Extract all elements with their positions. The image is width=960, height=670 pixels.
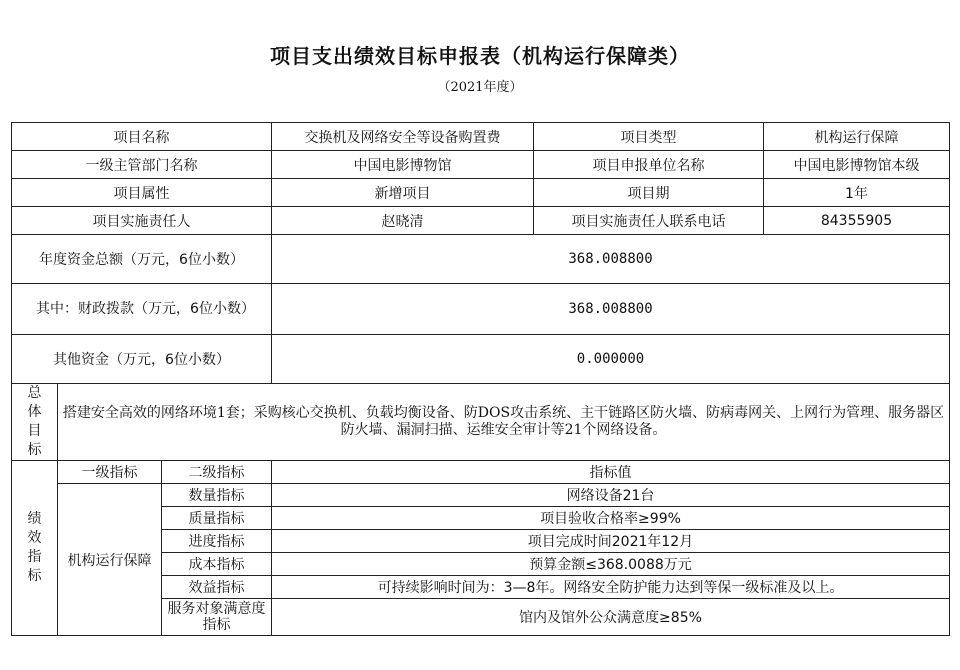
indicator-name: 质量指标 <box>162 507 272 530</box>
header-level2: 二级指标 <box>162 461 272 484</box>
total-funds-label: 年度资金总额（万元，6位小数） <box>12 235 272 284</box>
table-row <box>12 384 950 461</box>
other-funds-value: 0.000000 <box>272 335 950 384</box>
dept-label: 一级主管部门名称 <box>12 151 272 179</box>
period-label: 项目期 <box>534 179 764 207</box>
person-label: 项目实施责任人 <box>12 207 272 235</box>
indicator-value: 预算金额≤368.0088万元 <box>272 553 950 576</box>
table-row <box>12 207 950 235</box>
table-row <box>12 151 950 179</box>
unit-label: 项目申报单位名称 <box>534 151 764 179</box>
level1-indicator: 机构运行保障 <box>58 484 162 636</box>
header-value: 指标值 <box>272 461 950 484</box>
indicator-name: 成本指标 <box>162 553 272 576</box>
attr-label: 项目属性 <box>12 179 272 207</box>
table-row <box>12 235 950 284</box>
performance-indicators-label <box>12 461 58 636</box>
table-row <box>12 461 950 484</box>
total-funds-value: 368.008800 <box>272 235 950 284</box>
table-row <box>12 484 950 507</box>
period-value: 1年 <box>764 179 950 207</box>
overall-goal-label <box>12 384 58 461</box>
page-subtitle: （2021年度） <box>437 80 523 95</box>
other-funds-label: 其他资金（万元，6位小数） <box>12 335 272 384</box>
overall-goal-label-text: 总体目标 <box>27 385 42 458</box>
page-title: 项目支出绩效目标申报表（机构运行保障类） <box>270 44 690 68</box>
indicator-name: 效益指标 <box>162 576 272 599</box>
report-table <box>11 122 950 636</box>
overall-goal-text: 搭建安全高效的网络环境1套；采购核心交换机、负载均衡设备、防DOS攻击系统、主干链路区防火墙、防病毒网关、上网行为管理、服务器区防火墙、漏洞扫描、运维安全审计等21个网络设备。 <box>58 384 950 461</box>
indicator-value: 可持续影响时间为：3—8年。网络安全防护能力达到等保一级标准及以上。 <box>272 576 950 599</box>
project-name-label: 项目名称 <box>12 123 272 151</box>
indicator-name: 进度指标 <box>162 530 272 553</box>
project-type-label: 项目类型 <box>534 123 764 151</box>
indicator-value: 项目完成时间2021年12月 <box>272 530 950 553</box>
performance-indicators-label-text: 绩效指标 <box>27 511 42 584</box>
dept-value: 中国电影博物馆 <box>272 151 534 179</box>
project-type-value: 机构运行保障 <box>764 123 950 151</box>
header-level1: 一级指标 <box>58 461 162 484</box>
fiscal-funds-value: 368.008800 <box>272 284 950 335</box>
indicator-name: 数量指标 <box>162 484 272 507</box>
attr-value: 新增项目 <box>272 179 534 207</box>
unit-value: 中国电影博物馆本级 <box>764 151 950 179</box>
table-row <box>12 335 950 384</box>
table-row <box>12 284 950 335</box>
table-row <box>12 179 950 207</box>
indicator-value: 网络设备21台 <box>272 484 950 507</box>
project-name-value: 交换机及网络安全等设备购置费 <box>272 123 534 151</box>
phone-value: 84355905 <box>764 207 950 235</box>
indicator-value: 项目验收合格率≥99% <box>272 507 950 530</box>
table-row <box>12 123 950 151</box>
indicator-value: 馆内及馆外公众满意度≥85% <box>272 599 950 636</box>
indicator-name: 服务对象满意度指标 <box>162 599 272 636</box>
person-value: 赵晓清 <box>272 207 534 235</box>
phone-label: 项目实施责任人联系电话 <box>534 207 764 235</box>
fiscal-funds-label: 其中：财政拨款（万元，6位小数） <box>12 284 272 335</box>
